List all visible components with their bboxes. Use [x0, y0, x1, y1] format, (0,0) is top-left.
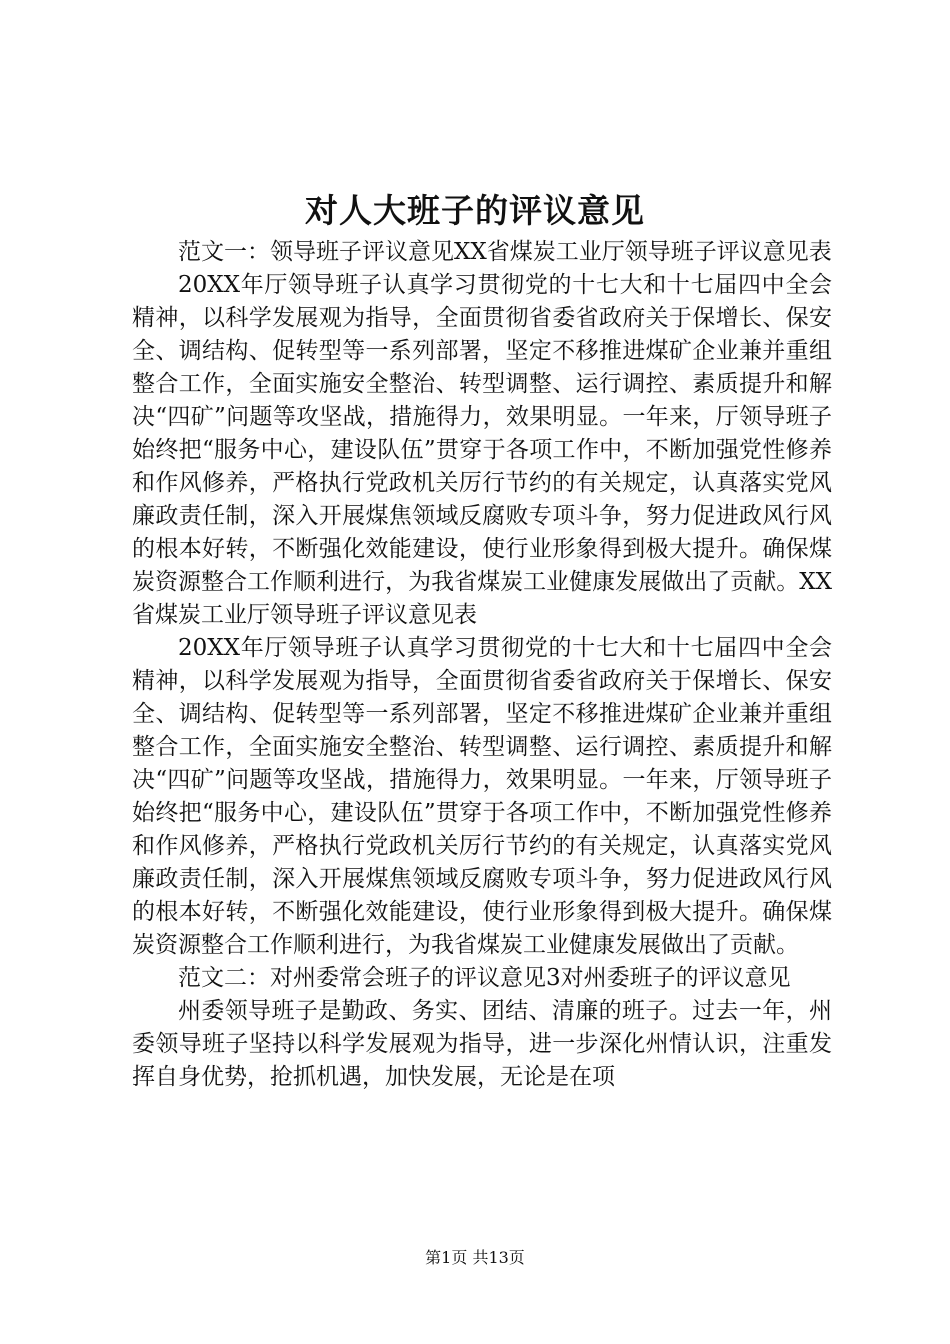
- document-body: [132, 236, 832, 1094]
- paragraph-body-three: 州委领导班子是勤政、务实、团结、清廉的班子。过去一年，州委领导班子坚持以科学发展观为指导，进一步深化州情认识，注重发挥自身优势，抢抓机遇，加快发展，无论是在项: [132, 998, 832, 1090]
- paragraph-sample-one-heading: 范文一：领导班子评议意见XX省煤炭工业厅领导班子评议意见表: [178, 239, 832, 265]
- paragraph-sample-two-heading: 范文二：对州委常会班子的评议意见3对州委班子的评议意见: [178, 965, 791, 991]
- paragraph-body-one: 20XX年厅领导班子认真学习贯彻党的十七大和十七届四中全会精神，以科学发展观为指导，全面贯彻省委省政府关于保增长、保安全、调结构、促转型等一系列部署，坚定不移推进煤矿企业兼并重组整合工作，全面实施安全整治、转型调整、运行调控、素质提升和解决“四矿”问题等攻坚战，措施得力，效果明显。一年来，厅领导班子始终把“服务中心，建设队伍”贯穿于各项工作中，不断加强党性修养和作风修养，严格执行党政机关厉行节约的有关规定，认真落实党风廉政责任制，深入开展煤焦领域反腐败专项斗争，努力促进政风行风的根本好转，不断强化效能建设，使行业形象得到极大提升。确保煤炭资源整合工作顺利进行，为我省煤炭工业健康发展做出了贡献。XX省煤炭工业厅领导班子评议意见表: [132, 272, 832, 628]
- paragraph-body-two: 20XX年厅领导班子认真学习贯彻党的十七大和十七届四中全会精神，以科学发展观为指导，全面贯彻省委省政府关于保增长、保安全、调结构、促转型等一系列部署，坚定不移推进煤矿企业兼并重组整合工作，全面实施安全整治、转型调整、运行调控、素质提升和解决“四矿”问题等攻坚战，措施得力，效果明显。一年来，厅领导班子始终把“服务中心，建设队伍”贯穿于各项工作中，不断加强党性修养和作风修养，严格执行党政机关厉行节约的有关规定，认真落实党风廉政责任制，深入开展煤焦领域反腐败专项斗争，努力促进政风行风的根本好转，不断强化效能建设，使行业形象得到极大提升。确保煤炭资源整合工作顺利进行，为我省煤炭工业健康发展做出了贡献。: [132, 635, 832, 958]
- page-number-footer: 第1页 共13页: [425, 1248, 525, 1267]
- document-title: 对人大班子的评议意见: [305, 191, 645, 230]
